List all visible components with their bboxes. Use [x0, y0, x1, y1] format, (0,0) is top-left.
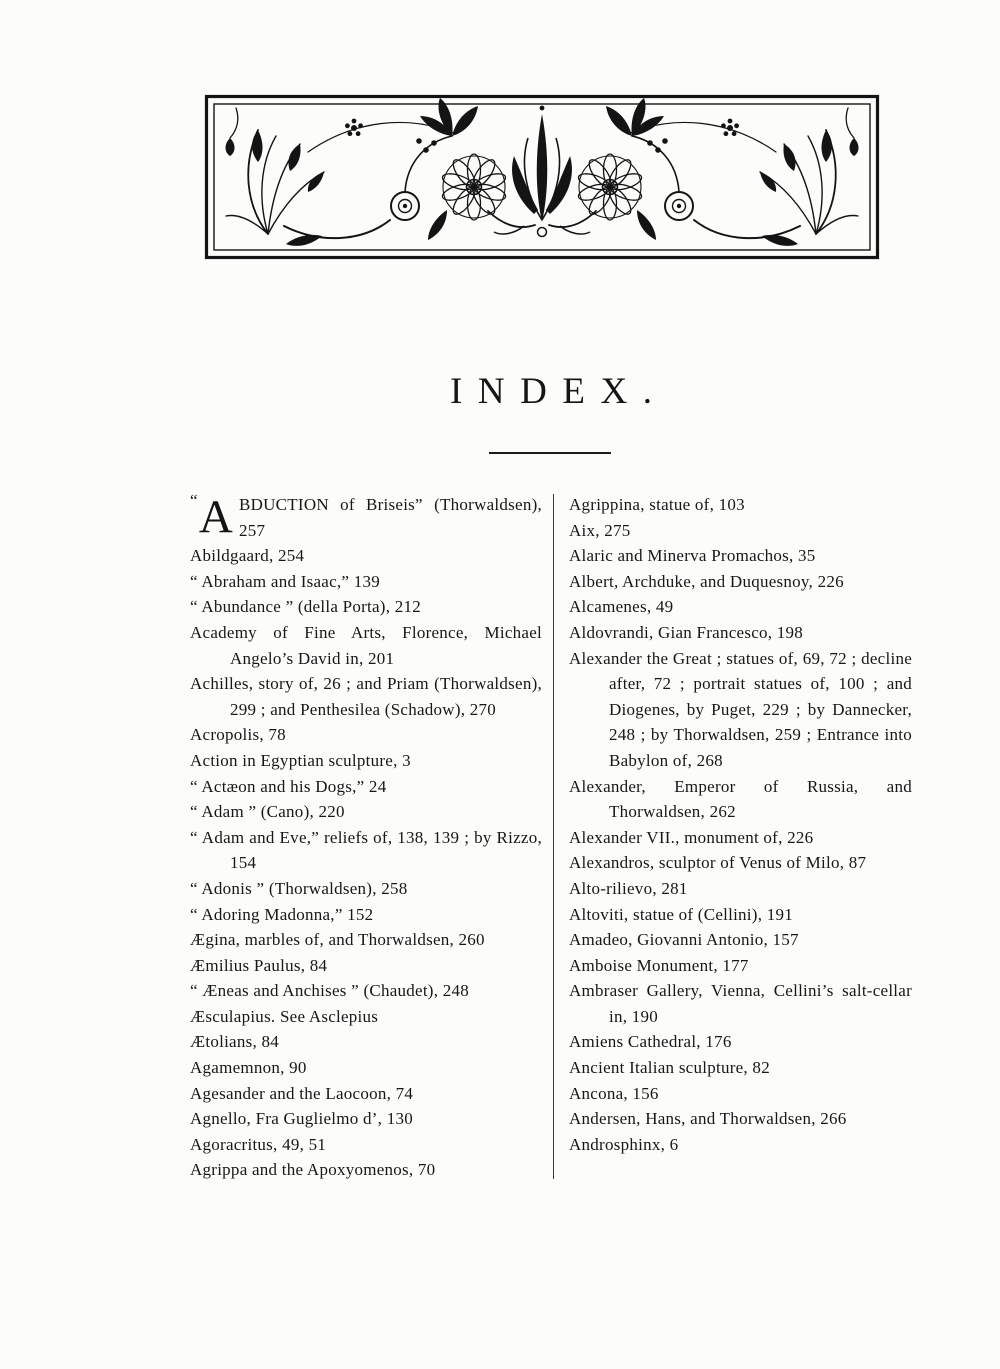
index-entry: Aldovrandi, Gian Francesco, 198 — [569, 622, 804, 642]
index-entry: Ætolians, 84 — [190, 1032, 280, 1052]
index-columns — [190, 492, 912, 1183]
index-entry: Altoviti, statue of (Cellini), 191 — [569, 904, 793, 924]
index-entry: Alexandros, sculptor of Venus of Milo, 87 — [569, 853, 867, 873]
index-entry: Action in Egyptian sculpture, 3 — [190, 750, 411, 770]
index-entry: “ Adoring Madonna,” 152 — [190, 904, 374, 924]
dropcap-letter: A — [198, 491, 234, 543]
index-entry-list-left — [190, 543, 542, 1183]
index-entry: Alto-rilievo, 281 — [569, 878, 688, 898]
index-entry: Amadeo, Giovanni Antonio, 157 — [569, 930, 799, 950]
index-entry: “ Æneas and Anchises ” (Chaudet), 248 — [190, 981, 470, 1001]
index-entry: Albert, Archduke, and Duquesnoy, 226 — [569, 571, 844, 591]
index-entry: “ Actæon and his Dogs,” 24 — [190, 776, 387, 796]
index-entry: Academy of Fine Arts, Florence, Michael Angelo’s David in, 201 — [190, 622, 542, 668]
index-entry: Ancona, 156 — [569, 1083, 659, 1103]
index-entry: Androsphinx, 6 — [569, 1134, 679, 1154]
index-entry: Alcamenes, 49 — [569, 597, 674, 617]
index-entry: Agesander and the Laocoon, 74 — [190, 1083, 414, 1103]
index-entry: “ Adam ” (Cano), 220 — [190, 802, 345, 822]
index-entry: “ Abundance ” (della Porta), 212 — [190, 597, 421, 617]
index-entry: Agrippina, statue of, 103 — [569, 495, 745, 514]
index-entry: Achilles, story of, 26 ; and Priam (Thorwaldsen), 299 ; and Penthesilea (Schadow), 270 — [190, 674, 542, 719]
index-entry: Agrippa and the Apoxyomenos, 70 — [190, 1160, 436, 1180]
index-entry: Alaric and Minerva Promachos, 35 — [569, 546, 816, 566]
index-entry: Agnello, Fra Guglielmo d’, 130 — [190, 1109, 413, 1129]
index-entry: Ambraser Gallery, Vienna, Cellini’s salt-cellar in, 190 — [569, 981, 912, 1026]
page-title: INDEX. — [449, 371, 668, 412]
index-entry: Ancient Italian sculpture, 82 — [569, 1058, 770, 1078]
floral-ornament-engraving — [204, 94, 880, 260]
index-entry: Acropolis, 78 — [190, 725, 286, 745]
index-entry: Æsculapius. See Asclepius — [190, 1006, 379, 1026]
title-divider-rule — [489, 452, 611, 454]
index-entry: Alexander, Emperor of Russia, and Thorwaldsen, 262 — [569, 776, 912, 822]
index-entry: “ Abraham and Isaac,” 139 — [190, 571, 380, 591]
index-column-left — [190, 492, 542, 1183]
index-entry: Amiens Cathedral, 176 — [569, 1032, 732, 1052]
index-entry: Abildgaard, 254 — [190, 546, 305, 566]
index-entry: “ Adonis ” (Thorwaldsen), 258 — [190, 878, 408, 898]
index-entry: Æmilius Paulus, 84 — [190, 955, 328, 975]
index-entry-first — [190, 492, 542, 543]
index-entry: Aix, 275 — [569, 520, 631, 540]
open-quote: “ — [190, 491, 198, 510]
index-entry: Andersen, Hans, and Thorwaldsen, 266 — [569, 1109, 847, 1129]
index-entry: Alexander VII., monument of, 226 — [569, 827, 814, 847]
index-entry: Agamemnon, 90 — [190, 1058, 307, 1078]
index-entry: Amboise Monument, 177 — [569, 955, 749, 975]
index-entry: “ Adam and Eve,” reliefs of, 138, 139 ; by Rizzo, 154 — [190, 827, 542, 873]
column-divider-rule — [553, 494, 554, 1179]
index-column-right — [569, 492, 912, 1183]
index-entry: Agoracritus, 49, 51 — [190, 1134, 327, 1154]
index-entry: Alexander the Great ; statues of, 69, 72 ; decline after, 72 ; portrait statues of, 100 ; and Diogenes, by Puget, 229 ; by Dannecker, 248 ; by Thorwaldsen, 259 ; Entrance into Babylon of, 268 — [569, 648, 912, 770]
index-entry: Ægina, marbles of, and Thorwaldsen, 260 — [190, 930, 485, 950]
index-entry-text: BDUCTION of Briseis” (Thorwaldsen), 257 — [239, 495, 542, 540]
